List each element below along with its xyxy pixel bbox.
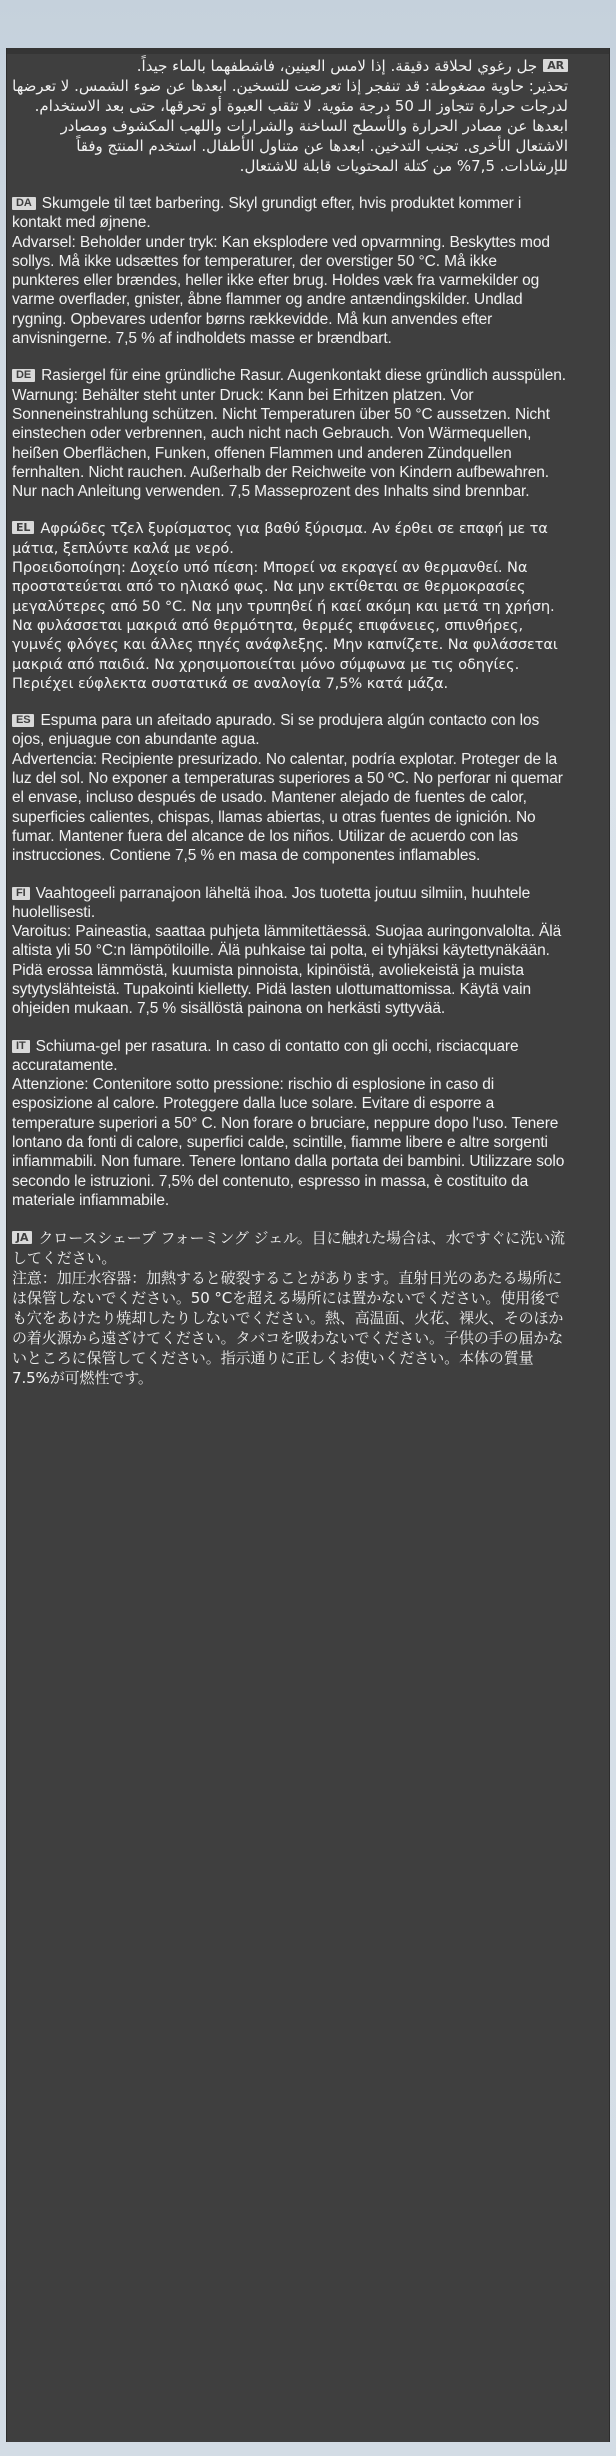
section-warning: Προειδοποίηση: Δοχείο υπό πίεση: Μπορεί να εκραγεί αν θερμανθεί. Να προστατεύεται από το ηλιακό φως. Να μην εκτίθεται σε θερμοκρασίες μεγαλύτερες από 50 °C. Να μην τρυπηθεί ή καεί ακόμη και μετά τη χρήση. Να φυλάσσεται μακριά από θερμότητα, θερμές επιφάνειες, σπινθήρες, γυμνές φλόγες και άλλες πηγές ανάφλεξης. Μην καπνίζετε. Να φυλάσσεται μακριά από παιδιά. Να χρησιμοποιείται μόνο σύμφωνα με τις οδηγίες. Περιέχει εύφλεκτα συστατικά σε αναλογία 7,5% κατά μάζα. (12, 559, 558, 692)
section-warning: Advertencia: Recipiente presurizado. No calentar, podría explotar. Proteger de la luz del sol. No exponer a temperaturas superiores a 50 ºC. No perforar ni quemar el envase, incluso después de usado. Mantener alejado de fuentes de calor, superficies calientes, chispas, llamas abiertas, u otras fuentes de ignición. No fumar. Mantener fuera del alcance de los niños. Utilizar de acuerdo con las instrucciones. Contiene 7,5 % en masa de componentes inflamables. (12, 750, 563, 865)
section-warning: Attenzione: Contenitore sotto pressione: rischio di esplosione in caso di esposizione al calore. Proteggere dalla luce solare. Evitare di esporre a temperature superiori a 50° C. Non forare o bruciare, neppure dopo l'uso. Tenere lontano da fonti di calore, superfici calde, scintille, fiamme libere e altre sorgenti infiammabili. Non fumare. Tenere lontano dalla portata dei bambini. Utilizzare solo secondo le istruzioni. 7,5% del contenuto, espresso in massa, è costituito da materiale infiammabile. (12, 1076, 565, 1209)
section-intro: Rasiergel für eine gründliche Rasur. Augenkontakt diese gründlich ausspülen. (41, 367, 566, 385)
language-tag: EL (12, 521, 34, 534)
language-tag: ES (12, 714, 34, 727)
multilingual-warning-text (12, 56, 568, 1406)
section-es (12, 711, 568, 865)
section-warning: تحذير: حاوية مضغوطة: قد تنفجر إذا تعرضت للتسخين. ابعدها عن ضوء الشمس. لا تعرضها لدرجات حرارة تتجاوز الـ 50 درجة مئوية. لا تثقب العبوة أو تحرقها، حتى بعد الاستخدام. ابعدها عن مصادر الحرارة والأسطح الساخنة والشرارات واللهب المكشوف ومصادر الاشتعال الأخرى. تجنب التدخين. ابعدها عن متناول الأطفال. استخدم المنتج وفقاً للإرشادات. 7,5% من كتلة المحتويات قابلة للاشتعال. (12, 77, 568, 175)
language-tag: DE (12, 369, 35, 382)
language-tag: AR (543, 59, 568, 72)
section-warning: Varoitus: Paineastia, saattaa puhjeta lämmitettäessä. Suojaa auringonvalolta. Älä altista yli 50 °C:n lämpötiloille. Älä puhkaise tai polta, ei tyhjäksi käytettynäkään. Pidä erossa lämmöstä, kuumista pinnoista, kipinöistä, avoliekeistä ja muista sytytyslähteistä. Tupakointi kielletty. Pidä lasten ulottumattomissa. Käytä vain ohjeiden mukaan. 7,5 % sisällöstä painona on herkästi syttyvää. (12, 923, 562, 1018)
language-tag: IT (12, 1040, 30, 1053)
section-el (12, 519, 568, 693)
language-tag: JA (12, 1231, 32, 1244)
section-warning: Warnung: Behälter steht unter Druck: Kann bei Erhitzen platzen. Vor Sonneneinstrahlung schützen. Nicht Temperaturen über 50 °C aussetzen. Nicht einstechen oder verbrennen, auch nicht nach Gebrauch. Von Wärmequellen, heißen Oberflächen, Funken, offenen Flammen und anderen Zündquellen fernhalten. Nicht rauchen. Außerhalb der Reichweite von Kindern aufbewahren. Nur nach Anleitung verwenden. 7,5 Masseprozent des Inhalts sind brennbar. (12, 386, 550, 501)
section-intro: Schiuma-gel per rasatura. In caso di contatto con gli occhi, risciacquare accuratamente. (12, 1037, 519, 1074)
section-intro: جل رغوي لحلاقة دقيقة. إذا لامس العينين، فاشطفهما بالماء جيداً. (136, 57, 538, 75)
section-fi (12, 884, 568, 1019)
language-tag: DA (12, 197, 36, 210)
section-intro: Espuma para un afeitado apurado. Si se produjera algún contacto con los ojos, enjuague con abundante agua. (12, 712, 540, 749)
section-intro: Skumgele til tæt barbering. Skyl grundigt efter, hvis produktet kommer i kontakt med øjnene. (12, 195, 522, 232)
section-warning: Advarsel: Beholder under tryk: Kan eksplodere ved opvarmning. Beskyttes mod sollys. Må ikke udsættes for temperaturer, der overstiger 50 °C. Må ikke punkteres eller brændes, heller ikke efter brug. Holdes væk fra varmekilder og varme overflader, gnister, åbne flammer og andre antændingskilder. Undlad rygning. Opbevares udenfor børns rækkevidde. Må kun anvendes efter anvisningerne. 7,5 % af indholdets masse er brændbart. (12, 233, 550, 348)
section-ja (12, 1228, 568, 1388)
section-da (12, 194, 568, 348)
language-tag: FI (12, 887, 30, 900)
panel-top-edge (7, 48, 609, 54)
section-intro: Αφρώδες τζελ ξυρίσματος για βαθύ ξύρισμα. Αν έρθει σε επαφή με τα μάτια, ξεπλύντε καλά με νερό. (12, 520, 548, 557)
section-warning: 注意：加圧水容器：加熱すると破裂することがあります。直射日光のあたる場所には保管しないでください。50 °Cを超える場所には置かないでください。使用後でも穴をあけたり焼却したりしないでください。熱、高温面、火花、裸火、そのほかの着火源から遠ざけてください。タバコを吸わないでください。子供の手の届かないところに保管してください。指示通りに正しくお使いください。本体の質量7.5%が可燃性です。 (12, 1269, 564, 1388)
section-ar (12, 56, 568, 176)
section-de (12, 366, 568, 501)
section-it (12, 1037, 568, 1211)
section-intro: Vaahtogeeli parranajoon läheltä ihoa. Jos tuotetta joutuu silmiin, huuhtele huolellisesti. (12, 884, 531, 921)
section-intro: クロースシェーブ フォーミング ジェル。目に触れた場合は、水ですぐに洗い流してください。 (12, 1229, 565, 1268)
